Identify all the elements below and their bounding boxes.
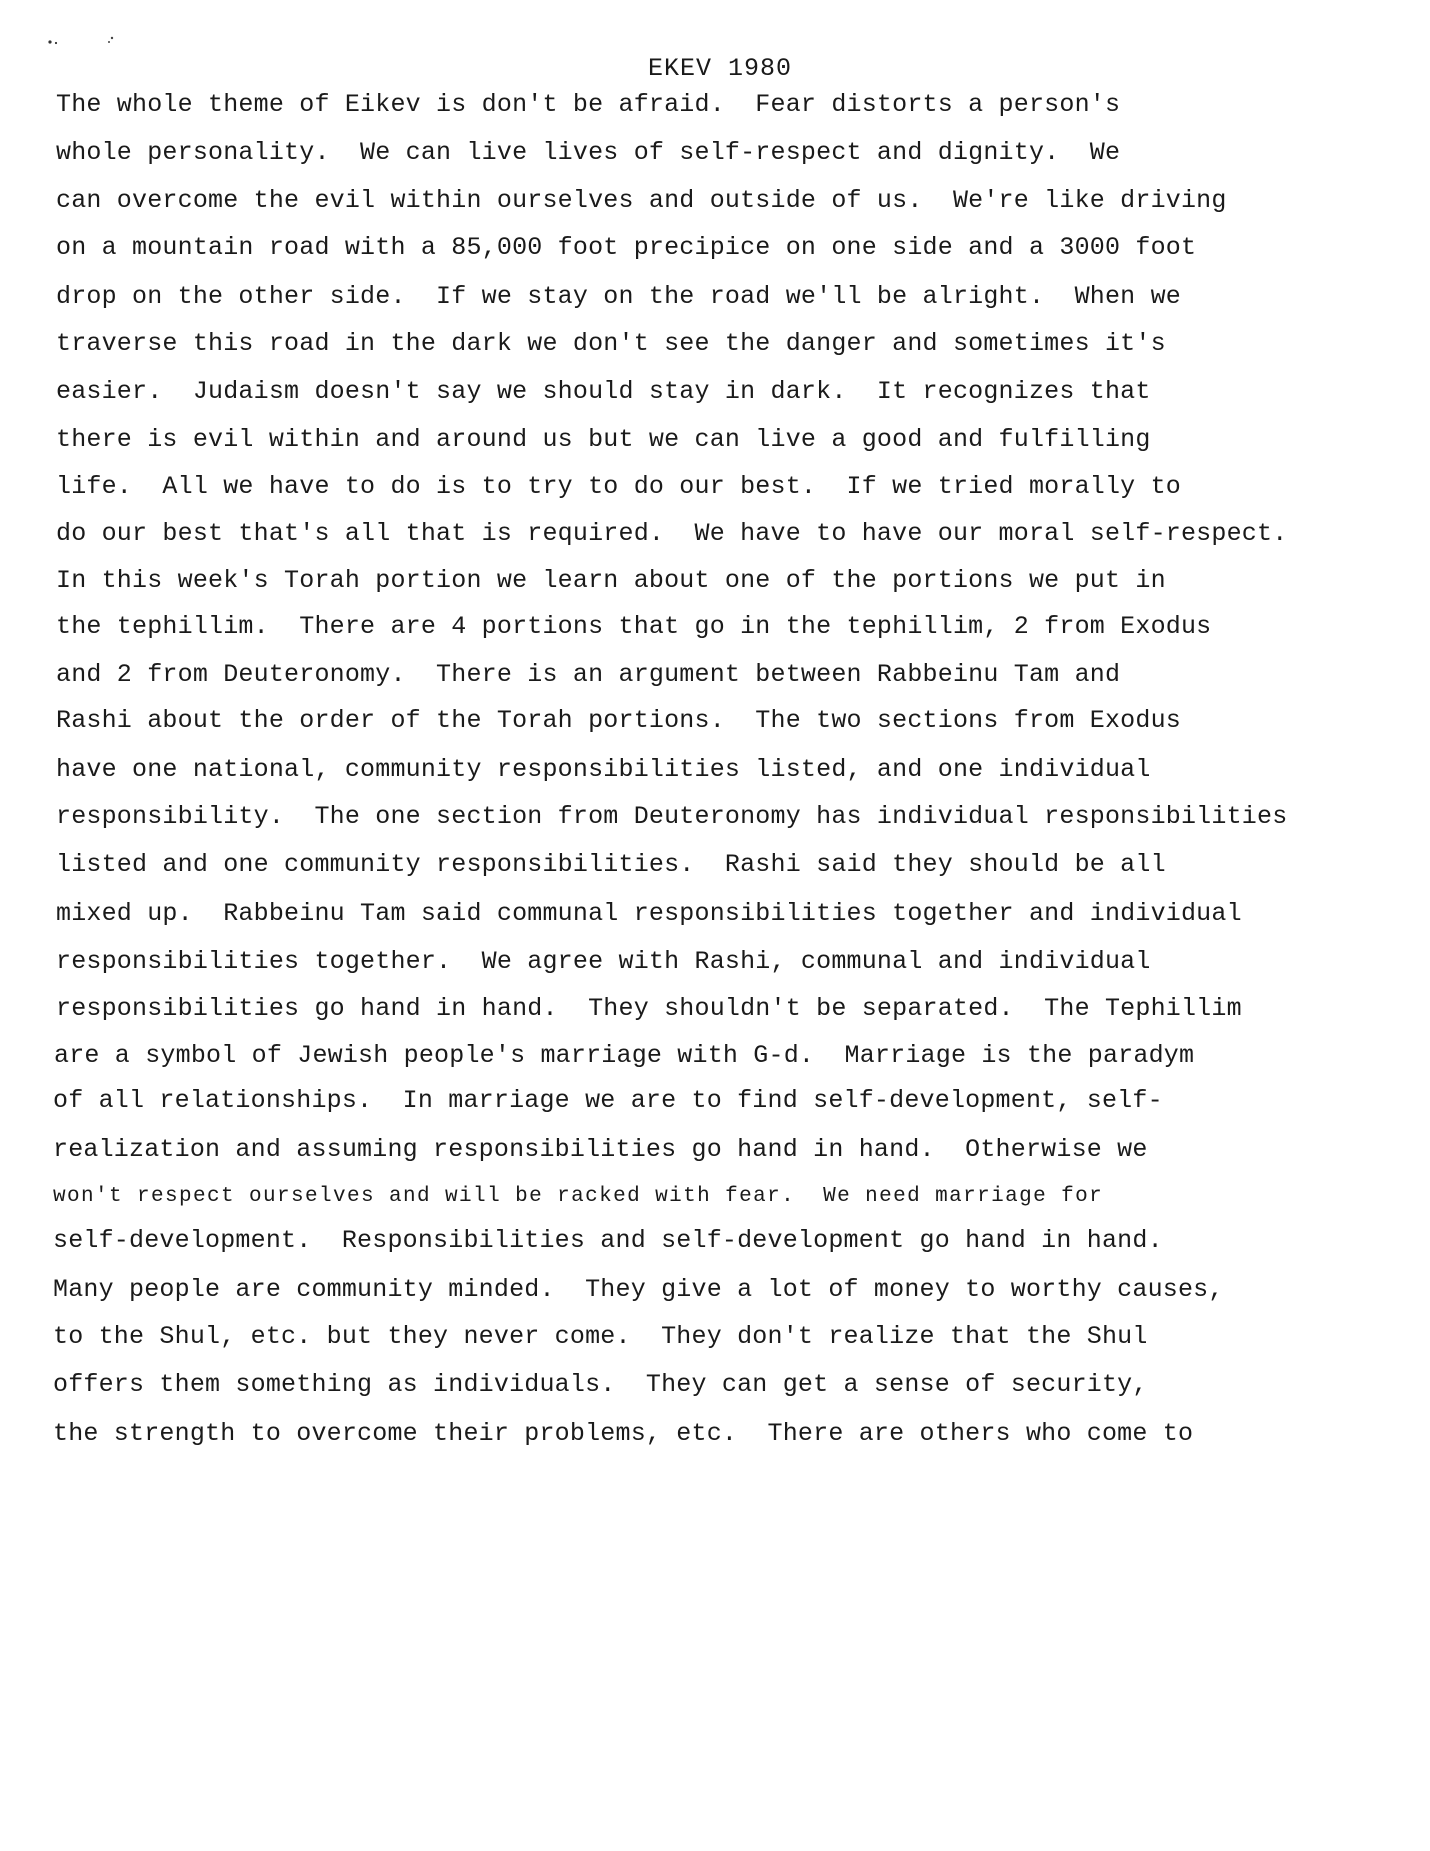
text-line: can overcome the evil within ourselves and outside of us. We're like driving: [56, 186, 1227, 215]
text-line: of all relationships. In marriage we are to find self-development, self-: [53, 1086, 1163, 1115]
text-line: The whole theme of Eikev is don't be afraid. Fear distorts a person's: [56, 90, 1121, 119]
text-line: mixed up. Rabbeinu Tam said communal responsibilities together and individual: [56, 899, 1242, 928]
text-line: the tephillim. There are 4 portions that go in the tephillim, 2 from Exodus: [56, 612, 1212, 641]
text-line: responsibilities together. We agree with Rashi, communal and individual: [56, 947, 1151, 976]
text-line: to the Shul, etc. but they never come. They don't realize that the Shul: [53, 1322, 1148, 1351]
text-line: offers them something as individuals. They can get a sense of security,: [53, 1370, 1148, 1399]
text-line: In this week's Torah portion we learn about one of the portions we put in: [56, 566, 1166, 595]
text-line: Many people are community minded. They give a lot of money to worthy causes,: [53, 1275, 1224, 1304]
text-line: won't respect ourselves and will be racked with fear. We need marriage for: [53, 1185, 1104, 1208]
text-line: life. All we have to do is to try to do our best. If we tried morally to: [56, 472, 1181, 501]
text-line: have one national, community responsibilities listed, and one individual: [56, 755, 1151, 784]
text-line: realization and assuming responsibilities go hand in hand. Otherwise we: [53, 1135, 1148, 1164]
text-line: traverse this road in the dark we don't see the danger and sometimes it's: [56, 329, 1166, 358]
text-line: do our best that's all that is required. We have to have our moral self-respect.: [56, 519, 1288, 548]
text-line: self-development. Responsibilities and self-development go hand in hand.: [53, 1226, 1163, 1255]
text-line: Rashi about the order of the Torah portions. The two sections from Exodus: [56, 706, 1181, 735]
text-line: responsibilities go hand in hand. They shouldn't be separated. The Tephillim: [56, 994, 1242, 1023]
text-line: on a mountain road with a 85,000 foot precipice on one side and a 3000 foot: [56, 233, 1197, 262]
text-line: easier. Judaism doesn't say we should stay in dark. It recognizes that: [56, 377, 1151, 406]
text-line: whole personality. We can live lives of self-respect and dignity. We: [56, 138, 1121, 167]
text-line: are a symbol of Jewish people's marriage with G-d. Marriage is the paradym: [54, 1041, 1195, 1070]
text-line: drop on the other side. If we stay on the road we'll be alright. When we: [56, 282, 1181, 311]
text-line: and 2 from Deuteronomy. There is an argument between Rabbeinu Tam and: [56, 660, 1121, 689]
text-line: listed and one community responsibilities. Rashi said they should be all: [56, 850, 1166, 879]
page-title: EKEV 1980: [647, 54, 793, 83]
text-line: the strength to overcome their problems, etc. There are others who come to: [53, 1419, 1194, 1448]
text-line: responsibility. The one section from Deuteronomy has individual responsibilities: [56, 802, 1288, 831]
text-line: there is evil within and around us but we can live a good and fulfilling: [56, 425, 1151, 454]
